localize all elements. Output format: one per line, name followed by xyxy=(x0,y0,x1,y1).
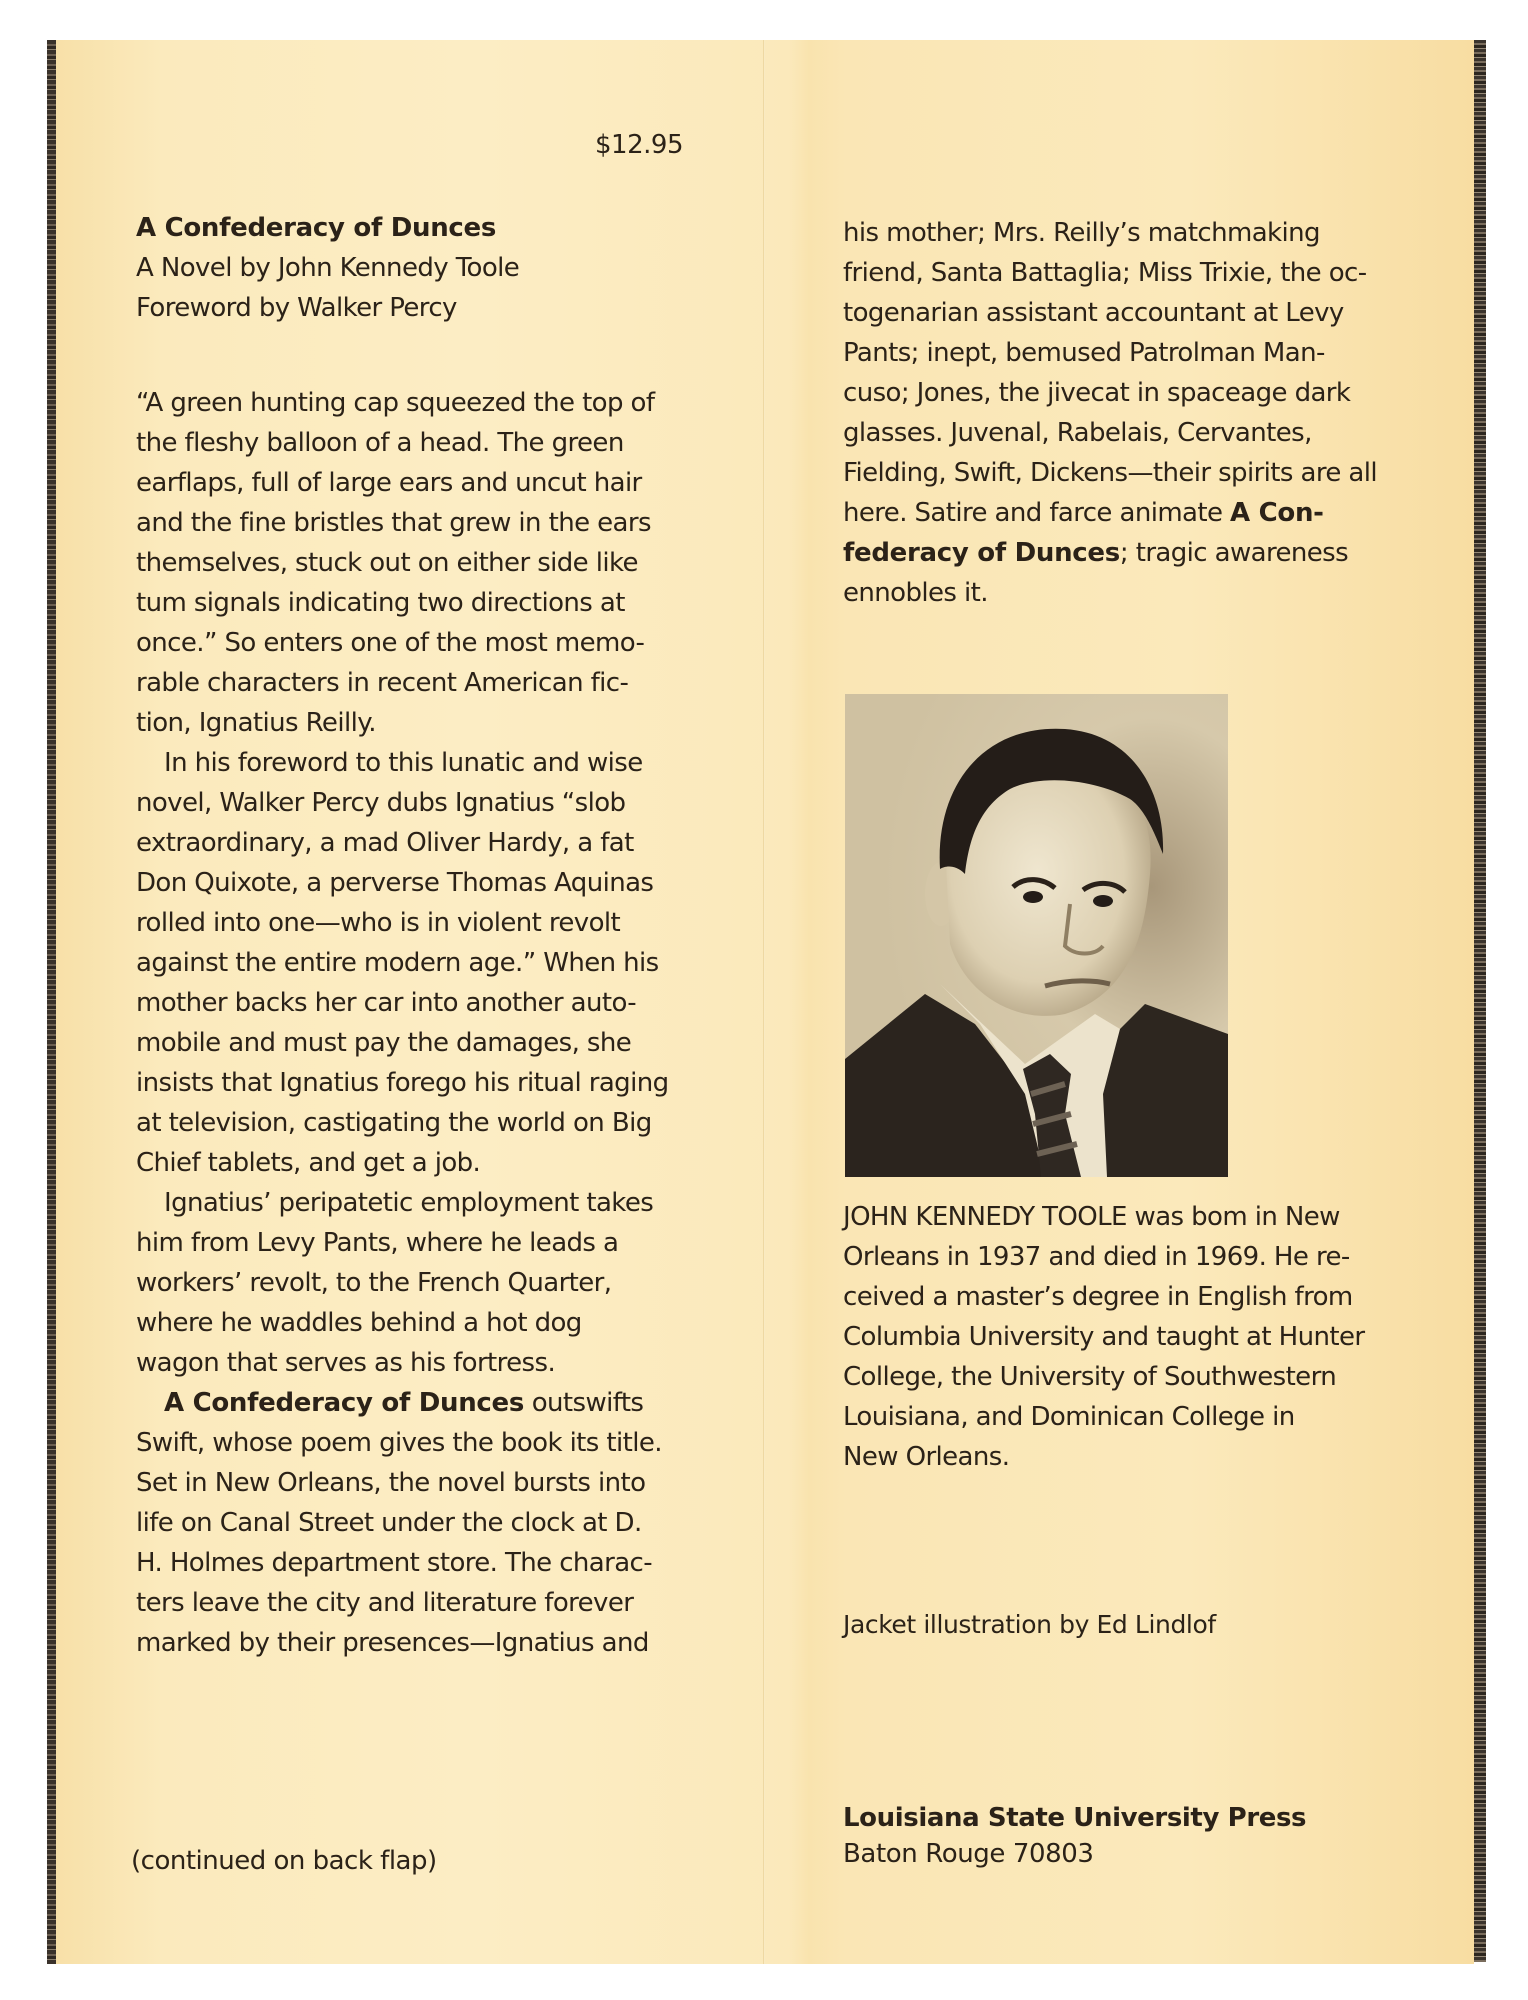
bio-line: College, the University of Southwestern xyxy=(843,1362,1337,1392)
bio-line: New Orleans. xyxy=(843,1442,1010,1472)
publisher-address: Baton Rouge 70803 xyxy=(843,1839,1094,1869)
body-line: Ignatius’ peripatetic employment takes xyxy=(164,1188,654,1218)
body-line: once.” So enters one of the most memo- xyxy=(136,628,645,658)
body-line: togenarian assistant accountant at Levy xyxy=(843,298,1344,328)
body-line: the fleshy balloon of a head. The green xyxy=(136,428,624,458)
body-line: his mother; Mrs. Reilly’s matchmaking xyxy=(843,218,1320,248)
body-text: outswifts xyxy=(524,1388,644,1418)
bio-line: Columbia University and taught at Hunter xyxy=(843,1322,1365,1352)
body-line: insists that Ignatius forego his ritual raging xyxy=(136,1068,669,1098)
body-line: ennobles it. xyxy=(843,578,988,608)
publisher-block xyxy=(843,1800,1306,1872)
body-line: Swift, whose poem gives the book its title. xyxy=(136,1428,662,1458)
body-line: Chief tablets, and get a job. xyxy=(136,1148,481,1178)
body-line: friend, Santa Battaglia; Miss Trixie, the oc- xyxy=(843,258,1367,288)
body-text: here. Satire and farce animate xyxy=(843,498,1231,528)
body-line xyxy=(136,1383,706,1423)
body-line: Pants; inept, bemused Patrolman Man- xyxy=(843,338,1325,368)
body-line: earflaps, full of large ears and uncut hair xyxy=(136,468,642,498)
jacket-illustration-credit: Jacket illustration by Ed Lindlof xyxy=(843,1610,1216,1639)
author-bio xyxy=(843,1197,1423,1477)
bio-line: JOHN KENNEDY TOOLE was bom in New xyxy=(843,1202,1340,1232)
body-line: him from Levy Pants, where he leads a xyxy=(136,1228,619,1258)
body-line: where he waddles behind a hot dog xyxy=(136,1308,582,1338)
body-line: mobile and must pay the damages, she xyxy=(136,1028,632,1058)
continued-note: (continued on back flap) xyxy=(131,1846,437,1876)
front-flap-body xyxy=(136,383,706,1663)
body-line: glasses. Juvenal, Rabelais, Cervantes, xyxy=(843,418,1312,448)
body-line: novel, Walker Percy dubs Ignatius “slob xyxy=(136,788,626,818)
body-line xyxy=(843,493,1423,533)
left-edge-binding xyxy=(47,40,56,1964)
front-flap-heading xyxy=(136,208,706,328)
body-line: themselves, stuck out on either side like xyxy=(136,548,638,578)
body-line: rolled into one—who is in violent revolt xyxy=(136,908,621,938)
foreword-credit: Foreword by Walker Percy xyxy=(136,293,457,323)
book-subtitle: A Novel by John Kennedy Toole xyxy=(136,253,520,283)
body-text: ; tragic awareness xyxy=(1119,538,1349,568)
body-line: against the entire modern age.” When his xyxy=(136,948,659,978)
body-line: at television, castigating the world on Big xyxy=(136,1108,652,1138)
body-line: tum signals indicating two directions at xyxy=(136,588,625,618)
author-photo xyxy=(845,694,1228,1177)
body-line: cuso; Jones, the jivecat in spaceage dark xyxy=(843,378,1351,408)
back-flap-body xyxy=(843,213,1423,613)
body-line: Fielding, Swift, Dickens—their spirits are all xyxy=(843,458,1377,488)
body-line: H. Holmes department store. The charac- xyxy=(136,1548,653,1578)
body-line: mother backs her car into another auto- xyxy=(136,988,637,1018)
body-line: wagon that serves as his fortress. xyxy=(136,1348,556,1378)
body-line: workers’ revolt, to the French Quarter, xyxy=(136,1268,612,1298)
right-edge-binding xyxy=(1474,40,1486,1962)
bio-line: Louisiana, and Dominican College in xyxy=(843,1402,1295,1432)
body-line: Set in New Orleans, the novel bursts into xyxy=(136,1468,646,1498)
body-line: tion, Ignatius Reilly. xyxy=(136,708,376,738)
bio-line: ceived a master’s degree in English from xyxy=(843,1282,1353,1312)
inline-title: federacy of Dunces xyxy=(843,538,1120,568)
body-line: Don Quixote, a perverse Thomas Aquinas xyxy=(136,868,654,898)
inline-title: A Con- xyxy=(1230,498,1324,528)
body-line: ters leave the city and literature forever xyxy=(136,1588,634,1618)
price-label: $12.95 xyxy=(595,130,683,160)
body-line: and the fine bristles that grew in the ears xyxy=(136,508,651,538)
body-line: rable characters in recent American fic- xyxy=(136,668,629,698)
book-title: A Confederacy of Dunces xyxy=(136,213,497,243)
inline-title: A Confederacy of Dunces xyxy=(164,1388,525,1418)
body-line: In his foreword to this lunatic and wise xyxy=(164,748,643,778)
center-fold-line xyxy=(763,40,765,1964)
body-line: marked by their presences—Ignatius and xyxy=(136,1628,649,1658)
body-line: “A green hunting cap squeezed the top of xyxy=(136,388,655,418)
publisher-name: Louisiana State University Press xyxy=(843,1803,1307,1833)
body-line: extraordinary, a mad Oliver Hardy, a fat xyxy=(136,828,634,858)
bio-line: Orleans in 1937 and died in 1969. He re- xyxy=(843,1242,1350,1272)
body-line xyxy=(843,533,1423,573)
author-portrait-icon xyxy=(845,694,1228,1177)
body-line: life on Canal Street under the clock at D. xyxy=(136,1508,642,1538)
